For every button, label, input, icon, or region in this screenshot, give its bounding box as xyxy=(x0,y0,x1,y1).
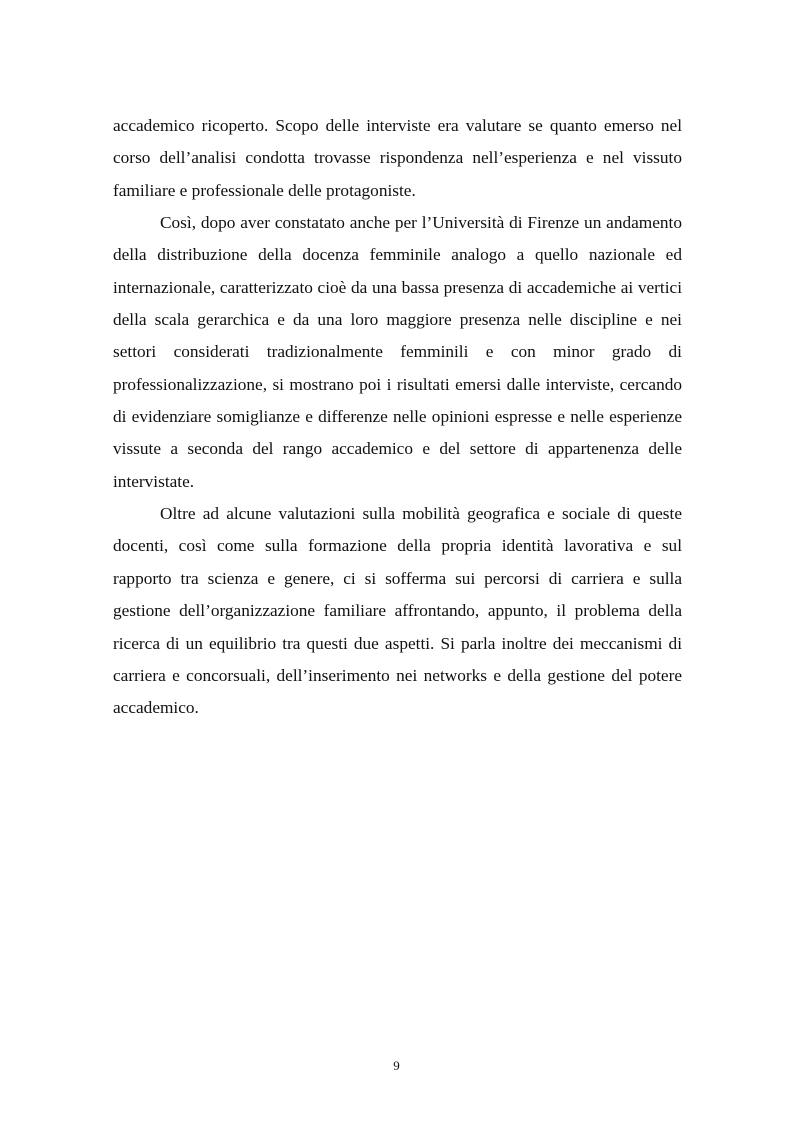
page-number: 9 xyxy=(393,1058,400,1073)
paragraph: Oltre ad alcune valutazioni sulla mobilità geografica e sociale di queste docenti, così come sulla formazione della propria identità lavorativa e sul rapporto tra scienza e genere, ci si sofferma sui percorsi di carriera e sulla gestione dell’organizzazione familiare affrontando, appunto, il problema della ricerca di un equilibrio tra questi due aspetti. Si parla inoltre dei meccanismi di carriera e concorsuali, dell’inserimento nei networks e della gestione del potere accademico. xyxy=(113,504,682,718)
paragraph: Così, dopo aver constatato anche per l’Università di Firenze un andamento della distribuzione della docenza femminile analogo a quello nazionale ed internazionale, caratterizzato cioè da una bassa presenza di accademiche ai vertici della scala gerarchica e da una loro maggiore presenza nelle discipline e nei settori considerati tradizionalmente femminili e con minor grado di professionalizzazione, si mostrano poi i risultati emersi dalle interviste, cercando di evidenziare somiglianze e differenze nelle opinioni espresse e nelle esperienze vissute a seconda del rango accademico e del settore di appartenenza delle intervistate. xyxy=(113,213,682,491)
paragraph-continued: accademico ricoperto. Scopo delle interviste era valutare se quanto emerso nel corso dell’analisi condotta trovasse rispondenza nell’esperienza e nel vissuto familiare e professionale delle protagoniste. xyxy=(113,116,682,200)
page-body xyxy=(113,110,682,725)
